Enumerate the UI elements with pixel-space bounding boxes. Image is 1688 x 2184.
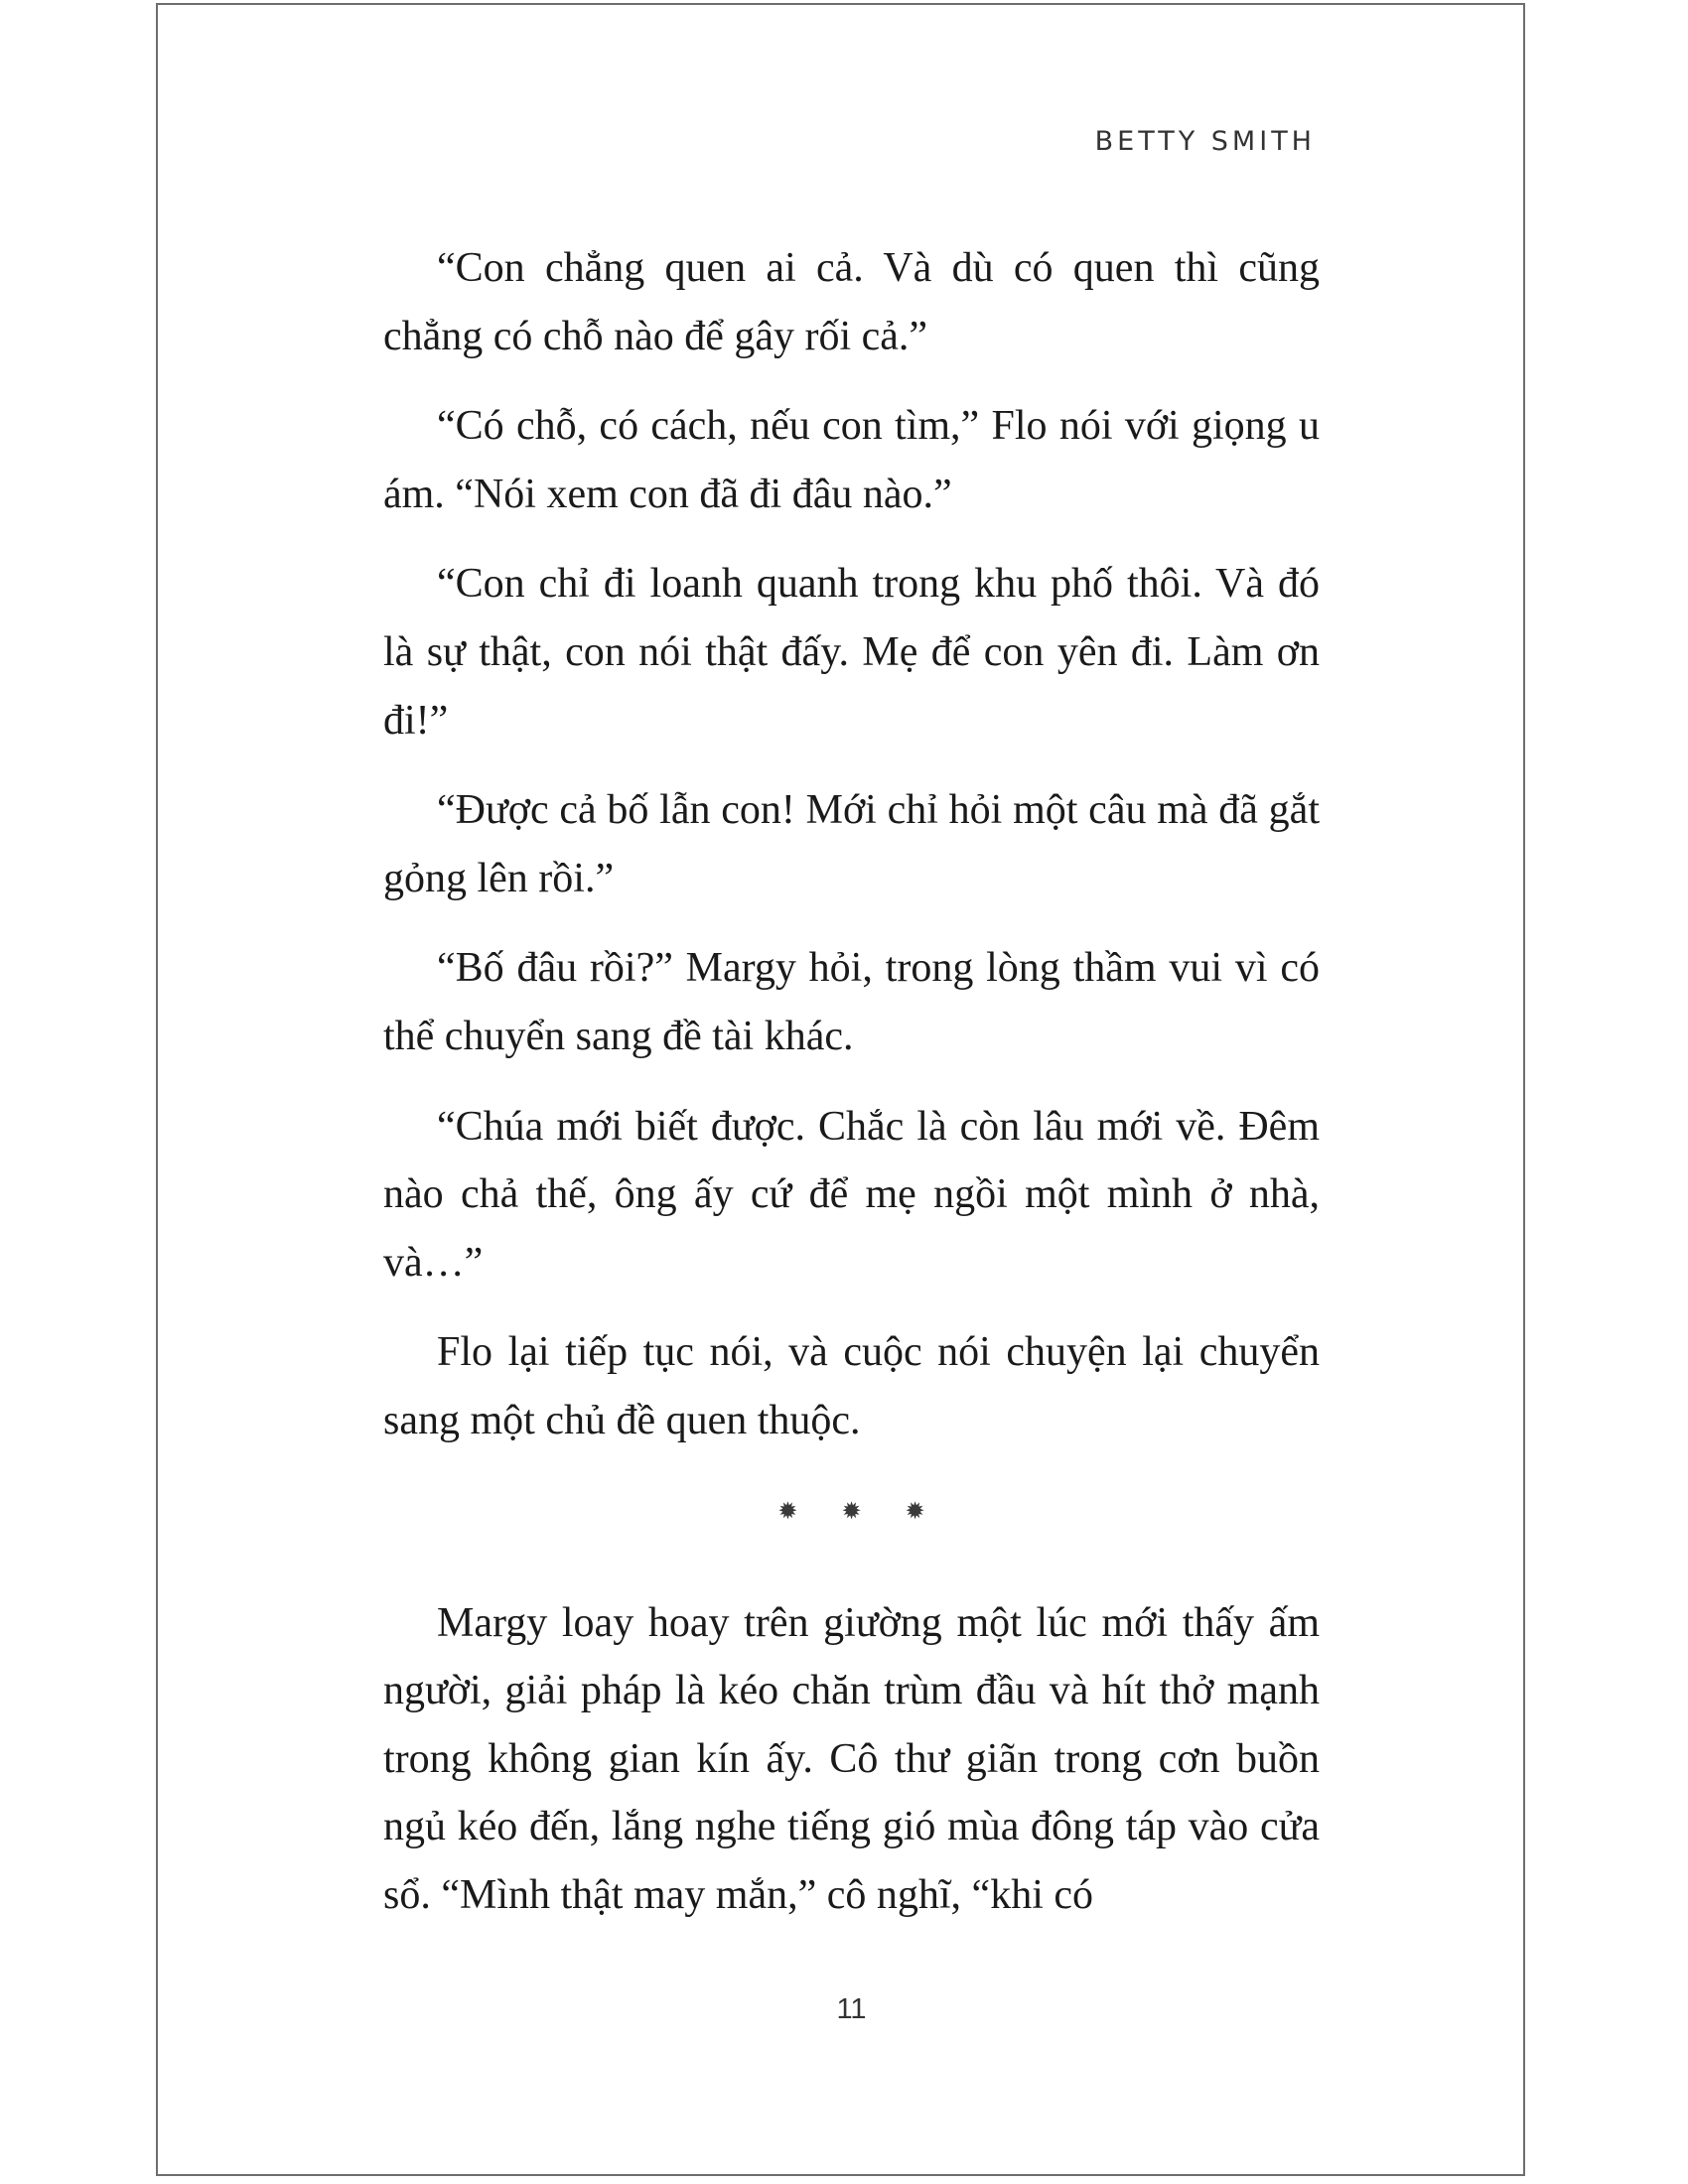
paragraph: “Bố đâu rồi?” Margy hỏi, trong lòng thầm vui vì có thể chuyển sang đề tài khác. xyxy=(383,945,1320,1059)
paragraph: “Được cả bố lẫn con! Mới chỉ hỏi một câu mà đã gắt gỏng lên rồi.” xyxy=(383,787,1320,901)
paragraph: “Chúa mới biết được. Chắc là còn lâu mới về. Đêm nào chả thế, ông ấy cứ để mẹ ngồi một mình ở nhà, và…” xyxy=(383,1103,1320,1286)
asterism-icon: ✹ xyxy=(777,1497,798,1526)
running-head: BETTY SMITH xyxy=(1094,126,1316,157)
paragraph: “Con chỉ đi loanh quanh trong khu phố thôi. Và đó là sự thật, con nói thật đấy. Mẹ để con yên đi. Làm ơn đi!” xyxy=(383,561,1320,744)
page-number: 11 xyxy=(836,1993,867,2025)
scene-break xyxy=(383,1488,1320,1536)
asterism-icon: ✹ xyxy=(905,1497,925,1526)
paragraph: “Con chẳng quen ai cả. Và dù có quen thì cũng chẳng có chỗ nào để gây rối cả.” xyxy=(383,245,1320,359)
paragraph: Margy loay hoay trên giường một lúc mới thấy ấm người, giải pháp là kéo chăn trùm đầu và hít thở mạnh trong không gian kín ấy. Cô thư giãn trong cơn buồn ngủ kéo đến, lắng nghe tiếng gió mùa đông táp vào cửa sổ. “Mình thật may mắn,” cô nghĩ, “khi có xyxy=(383,1599,1320,1918)
paragraph: Flo lại tiếp tục nói, và cuộc nói chuyện lại chuyển sang một chủ đề quen thuộc. xyxy=(383,1329,1320,1443)
body-text xyxy=(383,234,1320,1951)
asterism-icon: ✹ xyxy=(841,1497,862,1526)
paragraph: “Có chỗ, có cách, nếu con tìm,” Flo nói với giọng u ám. “Nói xem con đã đi đâu nào.” xyxy=(383,403,1320,517)
